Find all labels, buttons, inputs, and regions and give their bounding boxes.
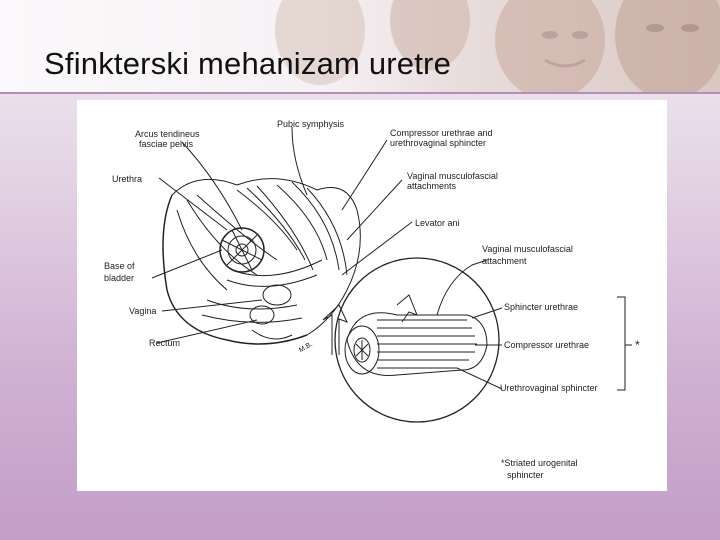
- label-vaginal-musculofascial: Vaginal musculofascial: [407, 171, 498, 181]
- label-attachment: attachment: [482, 256, 527, 266]
- anatomy-illustration: [77, 100, 667, 491]
- label-sphincter-urethrae: Sphincter urethrae: [504, 302, 579, 312]
- label-urethra: Urethra: [112, 174, 143, 184]
- label-attachments: attachments: [407, 181, 457, 191]
- label-sphincter: sphincter: [507, 470, 544, 480]
- label-fasciae-pelvis: fasciae pelvis: [139, 139, 194, 149]
- header-divider: [0, 92, 720, 94]
- slide-title: Sfinkterski mehanizam uretre: [44, 46, 452, 81]
- label-base-of: Base of: [104, 261, 135, 271]
- label-compressor-urethrae-and: Compressor urethrae and: [390, 128, 493, 138]
- label-urethrovaginal-sphincter-2: Urethrovaginal sphincter: [500, 383, 598, 393]
- label-bladder: bladder: [104, 273, 135, 283]
- label-levator-ani: Levator ani: [415, 218, 460, 228]
- label-rectum: Rectum: [149, 338, 181, 348]
- label-pubic-symphysis: Pubic symphysis: [277, 119, 345, 129]
- label-asterisk: *: [635, 338, 640, 352]
- label-striated-urogenital: *Striated urogenital: [501, 458, 578, 468]
- label-vagina: Vagina: [129, 306, 157, 316]
- label-urethrovaginal-sphincter: urethrovaginal sphincter: [390, 138, 487, 148]
- header-band: [0, 0, 720, 92]
- label-arcus-tendineus: Arcus tendineus: [135, 129, 200, 139]
- artist-signature: M.B.: [297, 340, 314, 355]
- anatomy-figure: [77, 100, 667, 491]
- label-compressor-urethrae: Compressor urethrae: [504, 340, 590, 350]
- label-vaginal-musculofascial-2: Vaginal musculofascial: [482, 244, 573, 254]
